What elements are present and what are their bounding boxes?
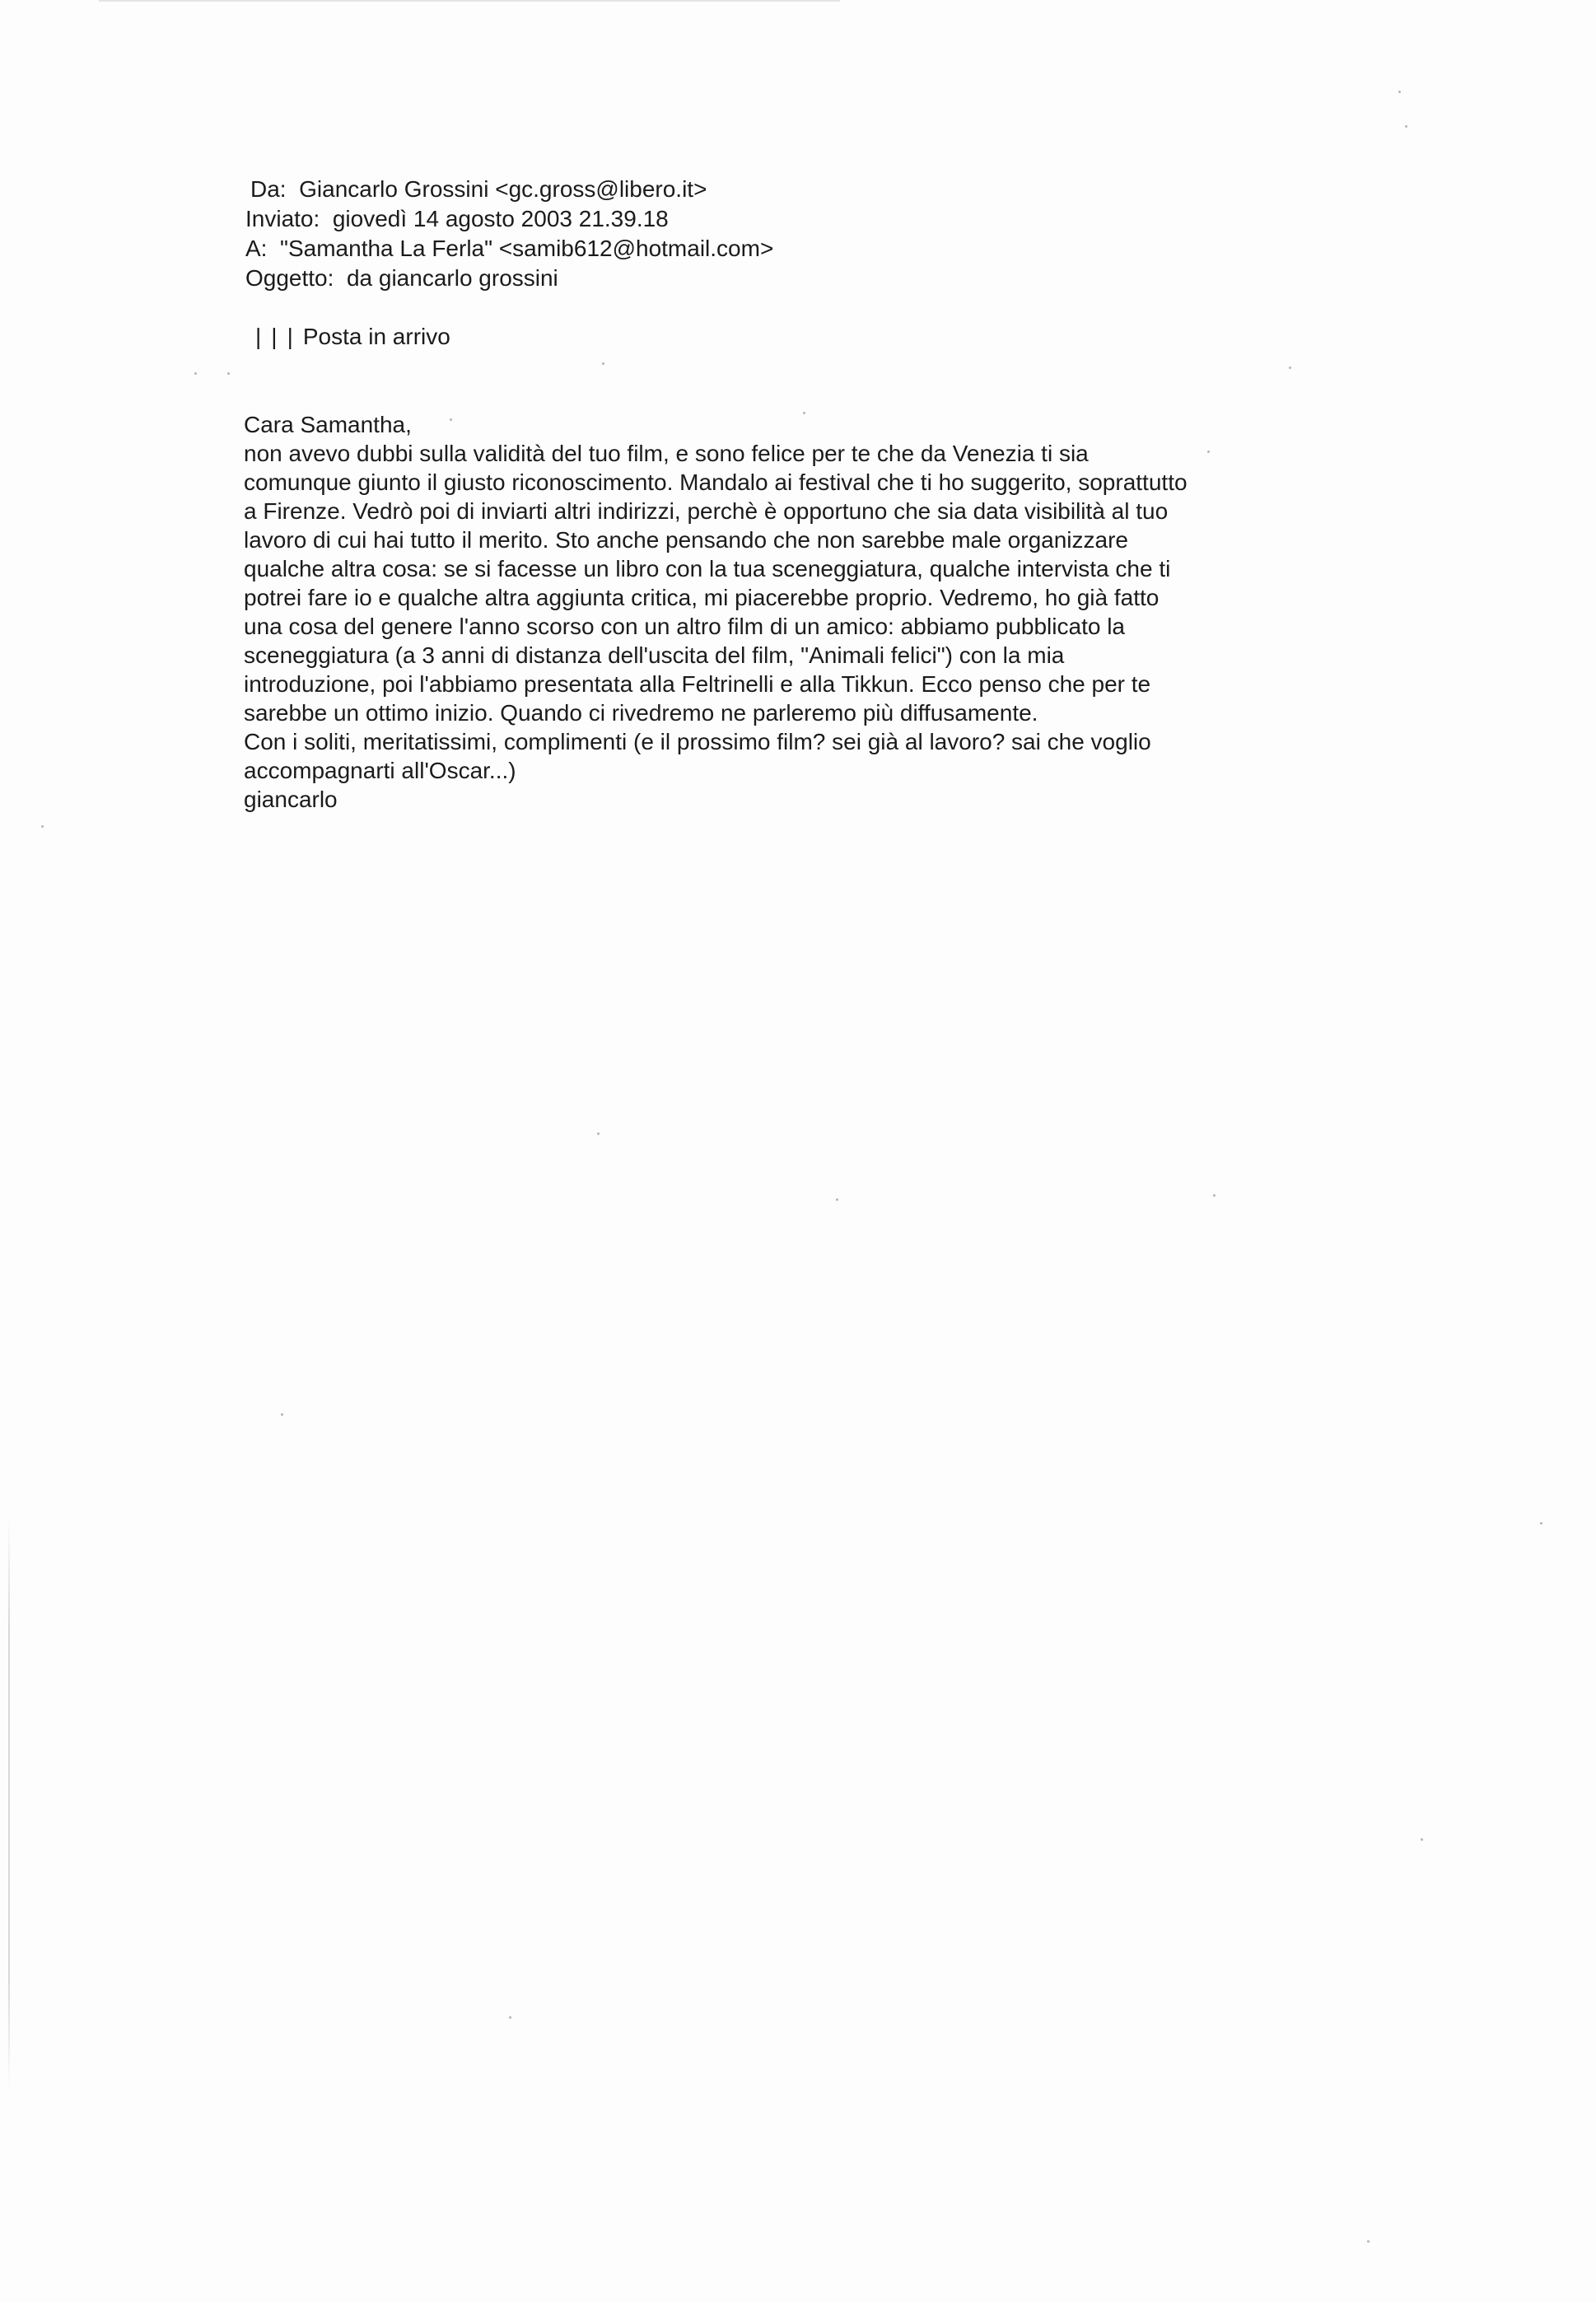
scan-speck [597, 1132, 600, 1135]
folder-separator: | [271, 324, 278, 349]
greeting: Cara Samantha, [244, 412, 412, 437]
folder-line [255, 322, 450, 352]
scan-speck [194, 372, 197, 375]
scan-speck [227, 372, 230, 375]
signature: giancarlo [244, 787, 338, 812]
scan-speck [509, 2016, 511, 2019]
scan-speck [1289, 367, 1291, 369]
scan-speck [803, 412, 805, 414]
scan-speck [1367, 2240, 1370, 2243]
sent-label: Inviato: [245, 206, 320, 231]
body-line: potrei fare io e qualche altra aggiunta critica, mi piacerebbe proprio. Vedremo, ho già fatto [244, 585, 1160, 610]
from-line [245, 175, 773, 204]
body-line: introduzione, poi l'abbiamo presentata alla Feltrinelli e alla Tikkun. Ecco penso che per te [244, 671, 1151, 697]
scan-speck [836, 1198, 838, 1201]
folder-separator: | [255, 324, 262, 349]
body-line: lavoro di cui hai tutto il merito. Sto anche pensando che non sarebbe male organizzare [244, 527, 1128, 553]
scan-speck [41, 825, 44, 828]
sent-value: giovedì 14 agosto 2003 21.39.18 [332, 206, 669, 231]
scan-speck [450, 418, 452, 421]
scan-speck [1207, 451, 1210, 453]
to-label: A: [245, 236, 268, 261]
sent-line [245, 204, 773, 234]
body-line: sarebbe un ottimo inizio. Quando ci rivedremo ne parleremo più diffusamente. [244, 700, 1038, 726]
subject-value: da giancarlo grossini [346, 265, 558, 291]
scan-speck [281, 1413, 283, 1416]
body-line: accompagnarti all'Oscar...) [244, 758, 516, 783]
body-line: Con i soliti, meritatissimi, complimenti (e il prossimo film? sei già al lavoro? sai che voglio [244, 729, 1151, 754]
scan-left-edge-shadow [8, 1515, 10, 2092]
body-line: non avevo dubbi sulla validità del tuo film, e sono felice per te che da Venezia ti sia [244, 441, 1089, 466]
scan-speck [1405, 125, 1407, 128]
subject-label: Oggetto: [245, 265, 334, 291]
email-body [244, 410, 1397, 814]
scan-top-edge-line [99, 0, 840, 2]
from-label: Da: [250, 176, 287, 202]
email-header [245, 175, 773, 293]
subject-line [245, 264, 773, 293]
folder-separator: | [287, 324, 293, 349]
body-line: a Firenze. Vedrò poi di inviarti altri indirizzi, perchè è opportuno che sia data visibilità al tuo [244, 498, 1169, 524]
body-line: sceneggiatura (a 3 anni di distanza dell'uscita del film, "Animali felici") con la mia [244, 642, 1065, 668]
from-value: Giancarlo Grossini <gc.gross@libero.it> [299, 176, 707, 202]
scan-speck [1398, 91, 1401, 93]
folder-name: Posta in arrivo [302, 324, 450, 349]
scan-speck [1421, 1838, 1423, 1841]
to-line [245, 234, 773, 264]
to-value: "Samantha La Ferla" <samib612@hotmail.com> [280, 236, 774, 261]
scan-speck [1213, 1194, 1216, 1197]
scan-speck [602, 362, 604, 365]
body-line: una cosa del genere l'anno scorso con un altro film di un amico: abbiamo pubblicato la [244, 614, 1125, 639]
scan-speck [1540, 1522, 1542, 1525]
body-line: comunque giunto il giusto riconoscimento. Mandalo ai festival che ti ho suggerito, soprattutto [244, 469, 1188, 495]
body-line: qualche altra cosa: se si facesse un libro con la tua sceneggiatura, qualche intervista che ti [244, 556, 1171, 581]
